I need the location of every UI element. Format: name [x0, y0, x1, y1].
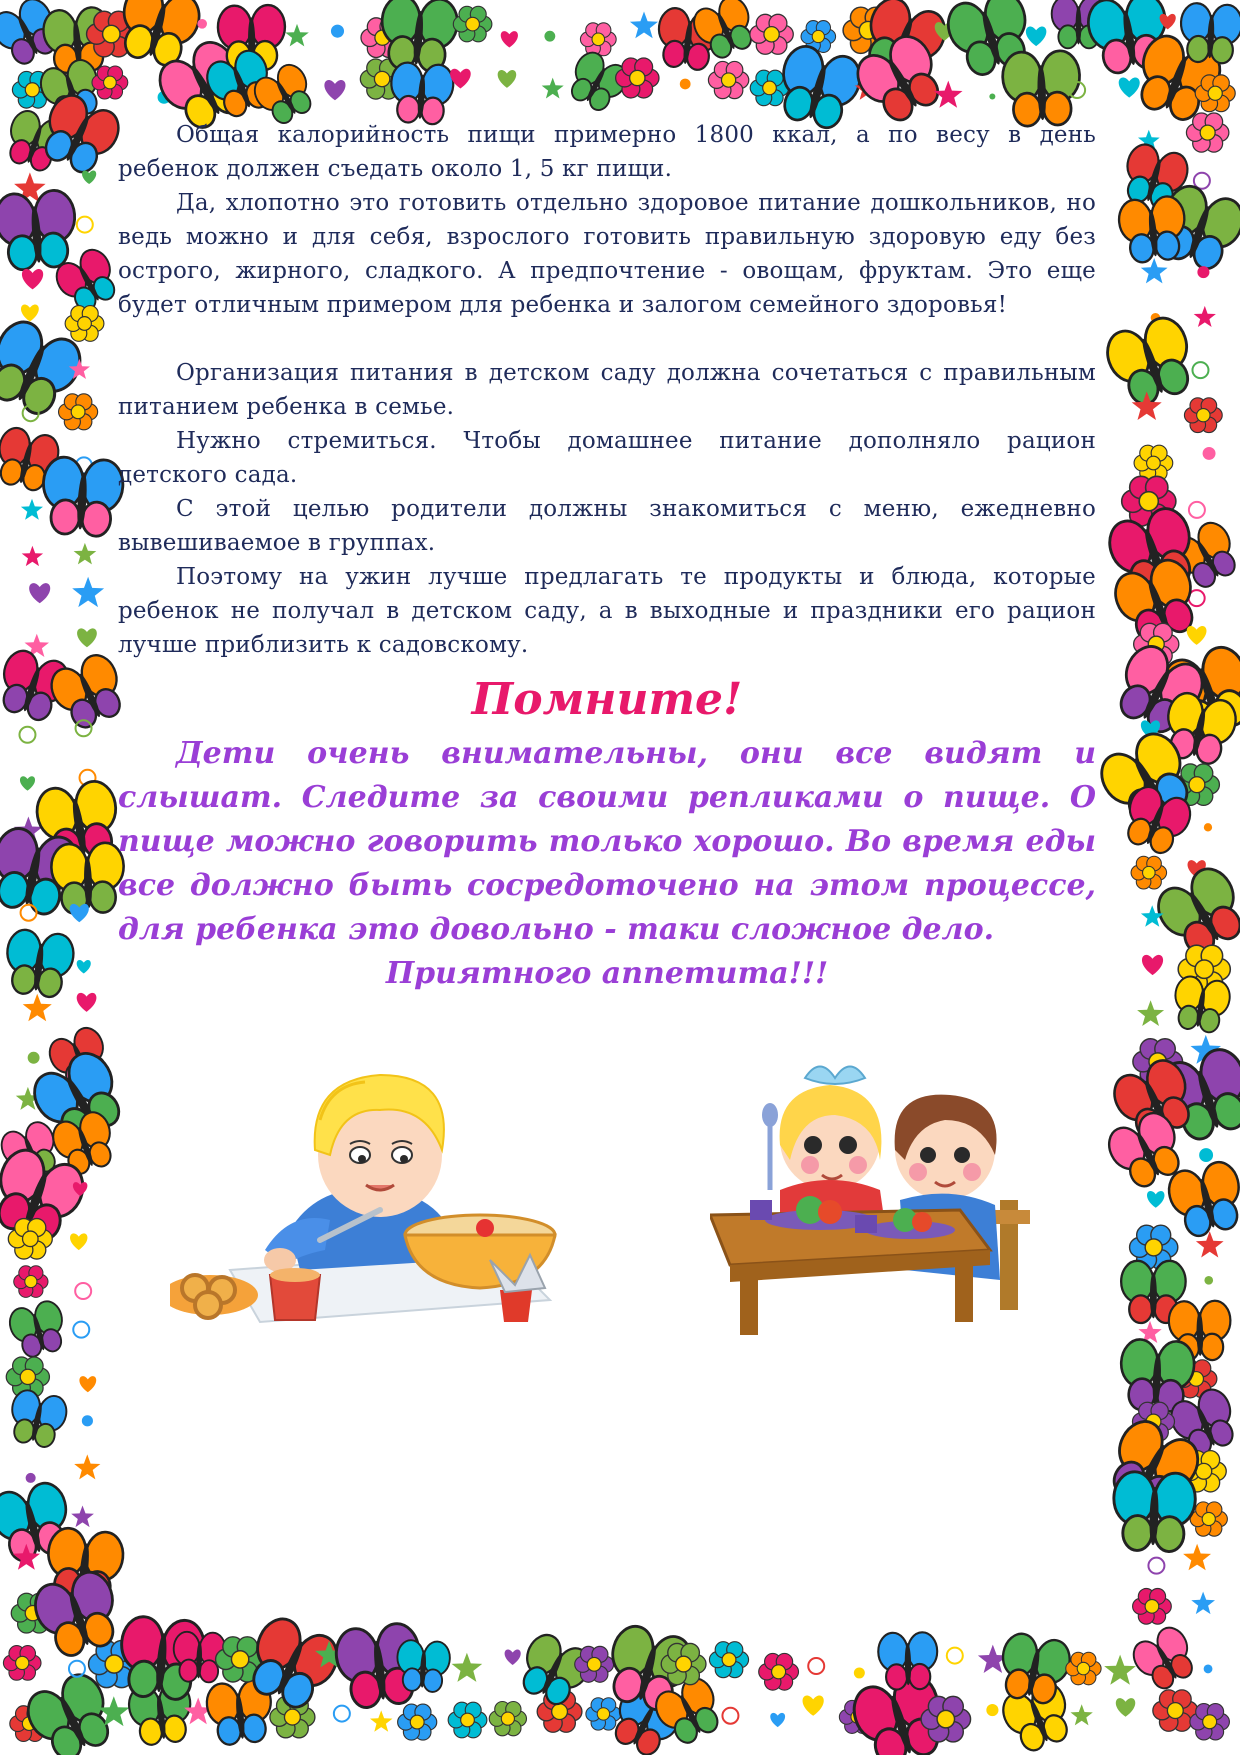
paragraph-healthy-food: Да, хлопотно это готовить отдельно здоровое питание дошкольников, но ведь можно и для себя, взрослого готовить правильную здоровую еду без острого, жирного, сладкого. А предпочтение - овощам, фруктам. Это еще будет отличным примером для ребенка и залогом семейного здоровья!	[118, 190, 1096, 318]
flower-icon	[59, 394, 98, 430]
heart-icon	[770, 1713, 785, 1727]
star-icon	[1104, 1655, 1136, 1685]
children-table-illustration	[710, 1050, 1080, 1340]
dot-icon	[680, 79, 691, 90]
paragraph-dinner: Поэтому на ужин лучше предлагать те продукты и блюда, которые ребенок не получал в детском саду, а в выходные и праздники его рацион лучше приблизить к садовскому.	[118, 564, 1096, 658]
flower-icon	[1186, 113, 1228, 152]
flower-icon	[448, 1702, 487, 1738]
swirl-icon	[808, 1658, 824, 1674]
butterfly-icon	[396, 1639, 451, 1692]
butterfly-icon	[6, 1298, 70, 1360]
flower-icon	[580, 23, 616, 56]
swirl-icon	[1189, 502, 1205, 518]
butterfly-icon	[5, 1388, 69, 1451]
swirl-icon	[19, 727, 35, 743]
flower-icon	[586, 1698, 621, 1730]
flower-icon	[65, 306, 104, 342]
star-icon	[21, 499, 43, 520]
flower-icon	[1190, 1704, 1230, 1740]
heart-icon	[1187, 626, 1207, 645]
swirl-icon	[334, 1706, 350, 1722]
heart-icon	[21, 304, 39, 321]
paragraph-menu: С этой целью родители должны знакомиться с меню, ежедневно вывешиваемое в группах.	[118, 496, 1096, 556]
dot-icon	[1197, 266, 1209, 278]
swirl-icon	[77, 217, 93, 233]
heart-icon	[498, 70, 517, 88]
butterfly-icon	[878, 1632, 938, 1690]
star-icon	[74, 543, 97, 565]
heart-icon	[1147, 1191, 1164, 1208]
flower-icon	[398, 1704, 437, 1740]
star-icon	[74, 1454, 100, 1479]
star-icon	[630, 12, 658, 39]
flower-icon	[709, 1642, 748, 1678]
star-icon	[1183, 1544, 1211, 1571]
swirl-icon	[722, 1708, 738, 1724]
boy-eating-illustration	[170, 1060, 570, 1340]
flower-icon	[759, 1653, 799, 1690]
paragraph-home-food: Нужно стремиться. Чтобы домашнее питание дополняло рацион детского сада.	[118, 428, 1096, 488]
heart-icon	[77, 960, 91, 974]
butterfly-icon	[1170, 974, 1232, 1034]
appetite-text: Приятного аппетита!!!	[385, 956, 829, 991]
butterfly-icon	[378, 0, 459, 73]
dot-icon	[1204, 1276, 1213, 1285]
flower-icon	[3, 1646, 41, 1681]
paragraph-kindergarten: Организация питания в детском саду должна сочетаться с правильным питанием ребенка в семье.	[118, 360, 1096, 420]
star-icon	[934, 81, 963, 108]
star-icon	[1071, 1704, 1093, 1725]
butterfly-icon	[1128, 1622, 1202, 1695]
star-icon	[452, 1653, 483, 1682]
star-icon	[1191, 1592, 1215, 1615]
flower-icon	[1131, 856, 1167, 889]
butterfly-icon	[2, 928, 75, 999]
star-icon	[370, 1710, 393, 1731]
butterfly-icon	[1101, 312, 1201, 411]
flower-icon	[14, 1266, 48, 1298]
flower-icon	[750, 14, 793, 54]
heart-icon	[77, 993, 97, 1012]
document-body	[118, 118, 1096, 996]
dot-icon	[28, 1052, 40, 1064]
dot-icon	[986, 1704, 998, 1716]
paragraph-calories: Общая калорийность пищи примерно 1800 ккал, а по весу в день ребенок должен съедать около 1, 5 кг пищи.	[118, 122, 1096, 182]
flower-icon	[708, 61, 748, 98]
flower-icon	[661, 1643, 706, 1684]
flower-icon	[1134, 445, 1173, 481]
flower-icon	[1133, 1589, 1172, 1625]
flower-icon	[489, 1701, 526, 1735]
star-icon	[1194, 306, 1216, 327]
dot-icon	[1203, 447, 1216, 460]
star-icon	[285, 24, 309, 47]
dot-icon	[1199, 1148, 1213, 1162]
heart-icon	[79, 1376, 96, 1392]
butterfly-icon	[389, 62, 455, 126]
heart-icon	[1119, 77, 1140, 97]
heart-icon	[505, 1650, 521, 1665]
flower-icon	[1184, 398, 1222, 433]
flower-icon	[1066, 1652, 1101, 1685]
dot-icon	[197, 19, 207, 29]
heart-icon	[1116, 1698, 1135, 1717]
heart-icon	[1142, 955, 1163, 975]
dot-icon	[331, 25, 344, 38]
flower-icon	[92, 66, 128, 99]
dot-icon	[1204, 823, 1212, 831]
flower-icon	[575, 1646, 614, 1682]
flower-icon	[453, 6, 492, 42]
remember-heading: Помните!	[471, 674, 743, 725]
heart-icon	[1026, 26, 1047, 46]
butterfly-icon	[40, 456, 125, 538]
swirl-icon	[1148, 1558, 1164, 1574]
heart-icon	[82, 170, 96, 184]
butterfly-icon	[0, 189, 79, 272]
dot-icon	[544, 31, 555, 42]
butterfly-icon	[1179, 2, 1240, 64]
remember-text: Дети очень внимательны, они все видят и слышат. Следите за своими репликами о пище. О пище можно говорить только хорошо. Во время еды все должно быть сосредоточено на этом процессе, для ребенка это довольно - таки сложное дело.	[118, 736, 1096, 947]
dot-icon	[82, 1415, 93, 1426]
dot-icon	[26, 1473, 36, 1483]
flower-icon	[921, 1696, 970, 1742]
flower-icon	[8, 1219, 52, 1260]
star-icon	[22, 546, 43, 566]
dot-icon	[1204, 1664, 1213, 1673]
star-icon	[71, 1506, 94, 1528]
dot-icon	[989, 93, 995, 99]
heart-icon	[20, 776, 35, 790]
swirl-icon	[73, 1322, 89, 1338]
heart-icon	[324, 80, 345, 100]
swirl-icon	[75, 1283, 91, 1299]
flower-icon	[1195, 75, 1235, 112]
heart-icon	[70, 1233, 87, 1250]
heart-icon	[22, 269, 43, 289]
star-icon	[72, 577, 104, 607]
dot-icon	[854, 1667, 865, 1678]
heart-icon	[803, 1695, 824, 1715]
swirl-icon	[21, 905, 37, 921]
butterfly-icon	[113, 0, 205, 71]
star-icon	[1137, 1000, 1164, 1026]
heart-icon	[29, 583, 50, 603]
swirl-icon	[947, 1648, 963, 1664]
heart-icon	[77, 628, 97, 647]
flower-icon	[616, 58, 659, 98]
swirl-icon	[1192, 362, 1208, 378]
star-icon	[542, 78, 564, 99]
heart-icon	[501, 31, 518, 47]
